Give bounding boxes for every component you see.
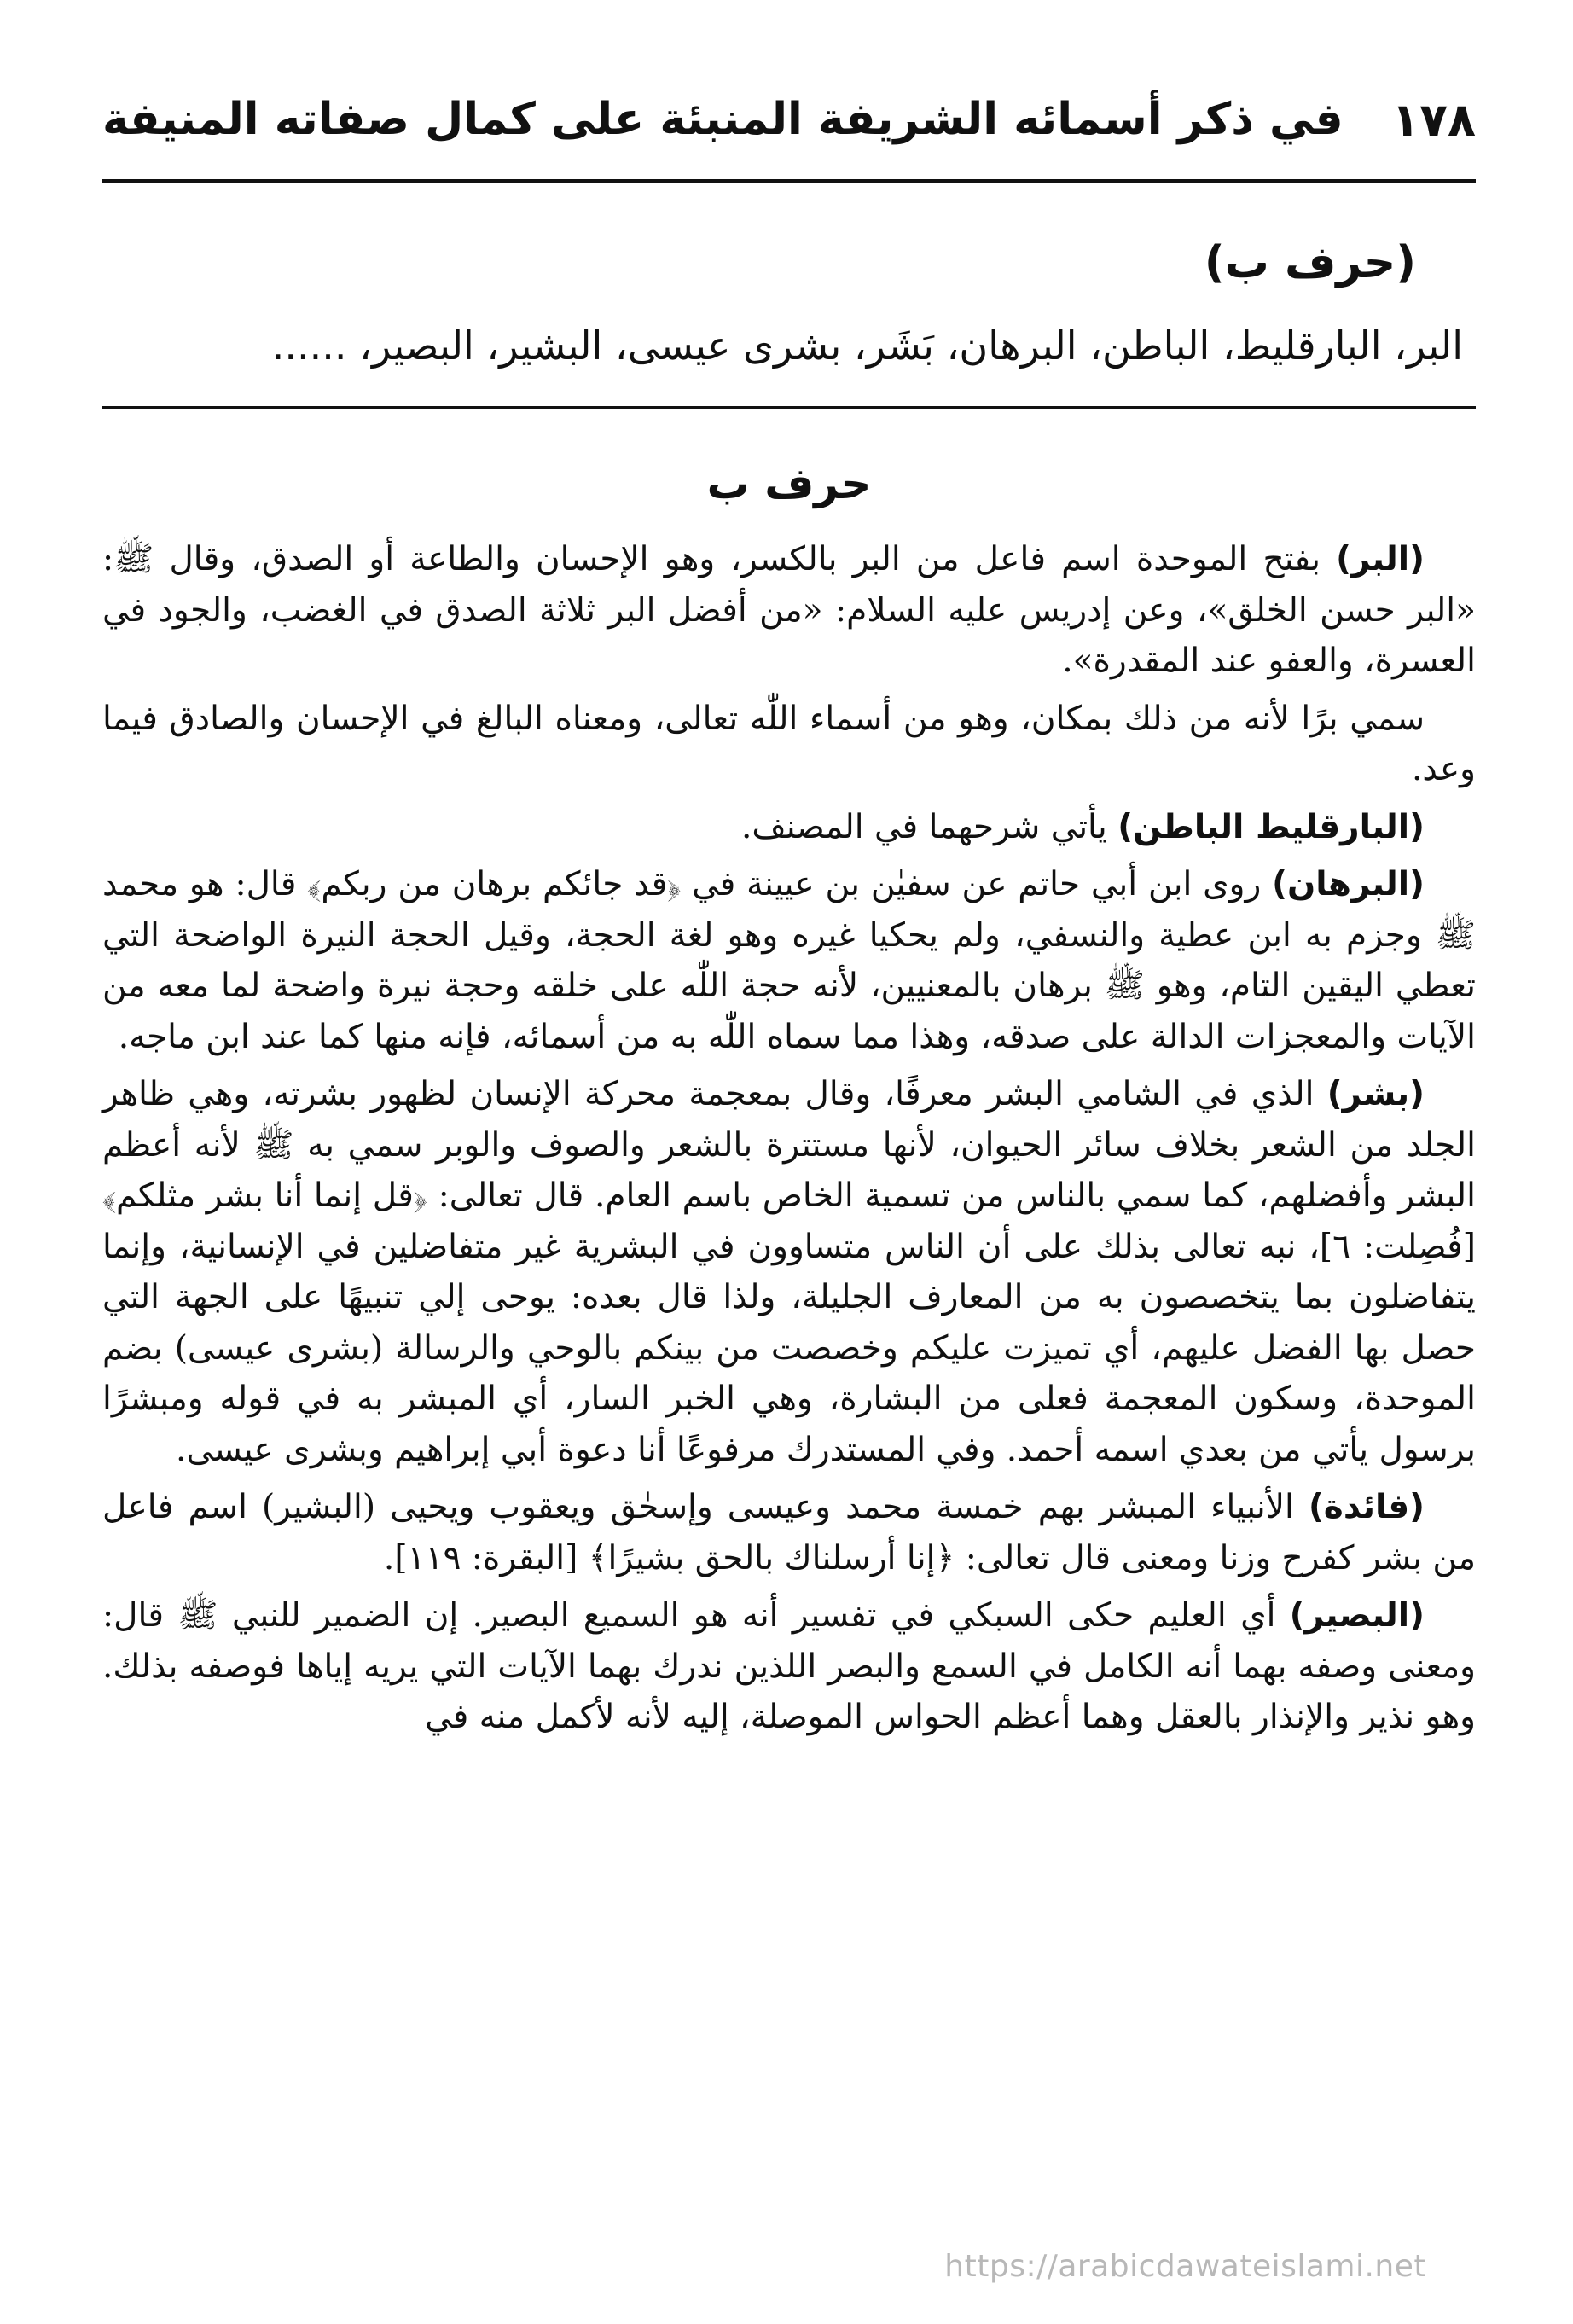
- summary-names-list: البر، البارقليط، الباطن، البرهان، بَشَر، بشرى عيسى، البشير، البصير، ......: [271, 322, 1463, 369]
- summary-rule: [102, 406, 1476, 409]
- running-header: [102, 85, 1476, 154]
- running-title: في ذكر أسمائه الشريفة المنبئة على كمال صفاته المنيفة: [102, 94, 1344, 145]
- book-page: [102, 0, 1476, 2324]
- section-heading: حرف ب: [706, 459, 872, 508]
- entry-paragraph: [102, 859, 1476, 1062]
- entry-text: روى ابن أبي حاتم عن سفيٰن بن عيينة في ﴿قد جائكم برهان من ربكم﴾ قال: هو محمد ﷺ وجزم به ابن عطية والنسفي، ولم يحكيا غيره وهو لغة الحجة، وقيل الحجة النيرة الواضحة التي تعطي اليقين التام، وهو ﷺ برهان بالمعنيين، لأنه حجة اللّٰه على خلقه وحجة نيرة واضحة لما معه من الآيات والمعجزات الدالة على صدقه، وهذا مما سماه اللّٰه به من أسمائه، فإنه منها كما عند ابن ماجه.: [102, 865, 1476, 1056]
- entry-paragraph: [102, 802, 1476, 853]
- watermark-url: https://arabicdawateislami.net: [944, 2249, 1426, 2284]
- entry-text: أي العليم حكى السبكي في تفسير أنه هو السميع البصير. إن الضمير للنبي ﷺ قال: ومعنى وصفه بهما أنه الكامل في السمع والبصر اللذين ندرك بهما الآيات التي يريه إياها فوصفه بذلك. وهو نذير والإنذار بالعقل وهما أعظم الحواس الموصلة، إليه لأنه لأكمل منه في: [102, 1596, 1476, 1736]
- entry-text: الأنبياء المبشر بهم خمسة محمد وعيسى وإسحٰق ويعقوب ويحيى (البشير) اسم فاعل من بشر كفرح وزنا ومعنى قال تعالى: ﴿إنا أرسلناك بالحق بشيرًا﴾ [البقرة: ١١٩].: [102, 1488, 1476, 1577]
- entry-term: (فائدة): [1308, 1488, 1425, 1526]
- header-rule: [102, 179, 1476, 183]
- entry-text: الذي في الشامي البشر معرفًا، وقال بمعجمة محركة الإنسان لظهور بشرته، وهي ظاهر الجلد من الشعر بخلاف سائر الحيوان، لأنها مستترة بالشعر والصوف والوبر سمي به ﷺ لأنه أعظم البشر وأفضلهم، كما سمي بالناس من تسمية الخاص باسم العام. قال تعالى: ﴿قل إنما أنا بشر مثلكم﴾ [فُصِلت: ٦]، نبه تعالى بذلك على أن الناس متساوون في البشرية غير متفاضلين في الإنسانية، وإنما يتفاضلون بما يتخصصون به من المعارف الجليلة، ولذا قال بعده: يوحى إلي تنبيهًا على الجهة التي حصل بها الفضل عليهم، أي تميزت عليكم وخصصت من بينكم بالوحي والرسالة (بشرى عيسى) بضم الموحدة، وسكون المعجمة فعلى من البشارة، وهي الخبر السار، أي المبشر به في قوله ومبشرًا برسول يأتي من بعدي اسمه أحمد. وفي المستدرك مرفوعًا أنا دعوة أبي إبراهيم وبشرى عيسى.: [102, 1075, 1476, 1469]
- page-number: ١٧٨: [1391, 92, 1476, 147]
- body-text: [102, 534, 1476, 1750]
- entry-term: (البارقليط الباطن): [1117, 807, 1425, 846]
- entry-text: بفتح الموحدة اسم فاعل من البر بالكسر، وهو الإحسان والطاعة أو الصدق، وقال ﷺ: «البر حسن الخلق»، وعن إدريس عليه السلام: «من أفضل البر ثلاثة الصدق في الغضب، والجود في العسرة، والعفو عند المقدرة».: [102, 540, 1476, 680]
- entry-paragraph: [102, 1590, 1476, 1743]
- entry-text: يأتي شرحهما في المصنف.: [741, 807, 1118, 846]
- entry-paragraph: [102, 1069, 1476, 1475]
- summary-heading: (حرف ب): [1204, 237, 1416, 288]
- entry-term: (بشر): [1326, 1075, 1425, 1113]
- entry-term: (البر): [1336, 540, 1425, 578]
- entry-term: (البصير): [1289, 1596, 1425, 1635]
- entry-text: سمي برًا لأنه من ذلك بمكان، وهو من أسماء اللّٰه تعالى، ومعناه البالغ في الإحسان والصادق فيما وعد.: [102, 699, 1476, 788]
- entry-term: (البرهان): [1272, 865, 1425, 903]
- entry-paragraph: [102, 694, 1476, 795]
- entry-paragraph: [102, 1482, 1476, 1583]
- entry-paragraph: [102, 534, 1476, 687]
